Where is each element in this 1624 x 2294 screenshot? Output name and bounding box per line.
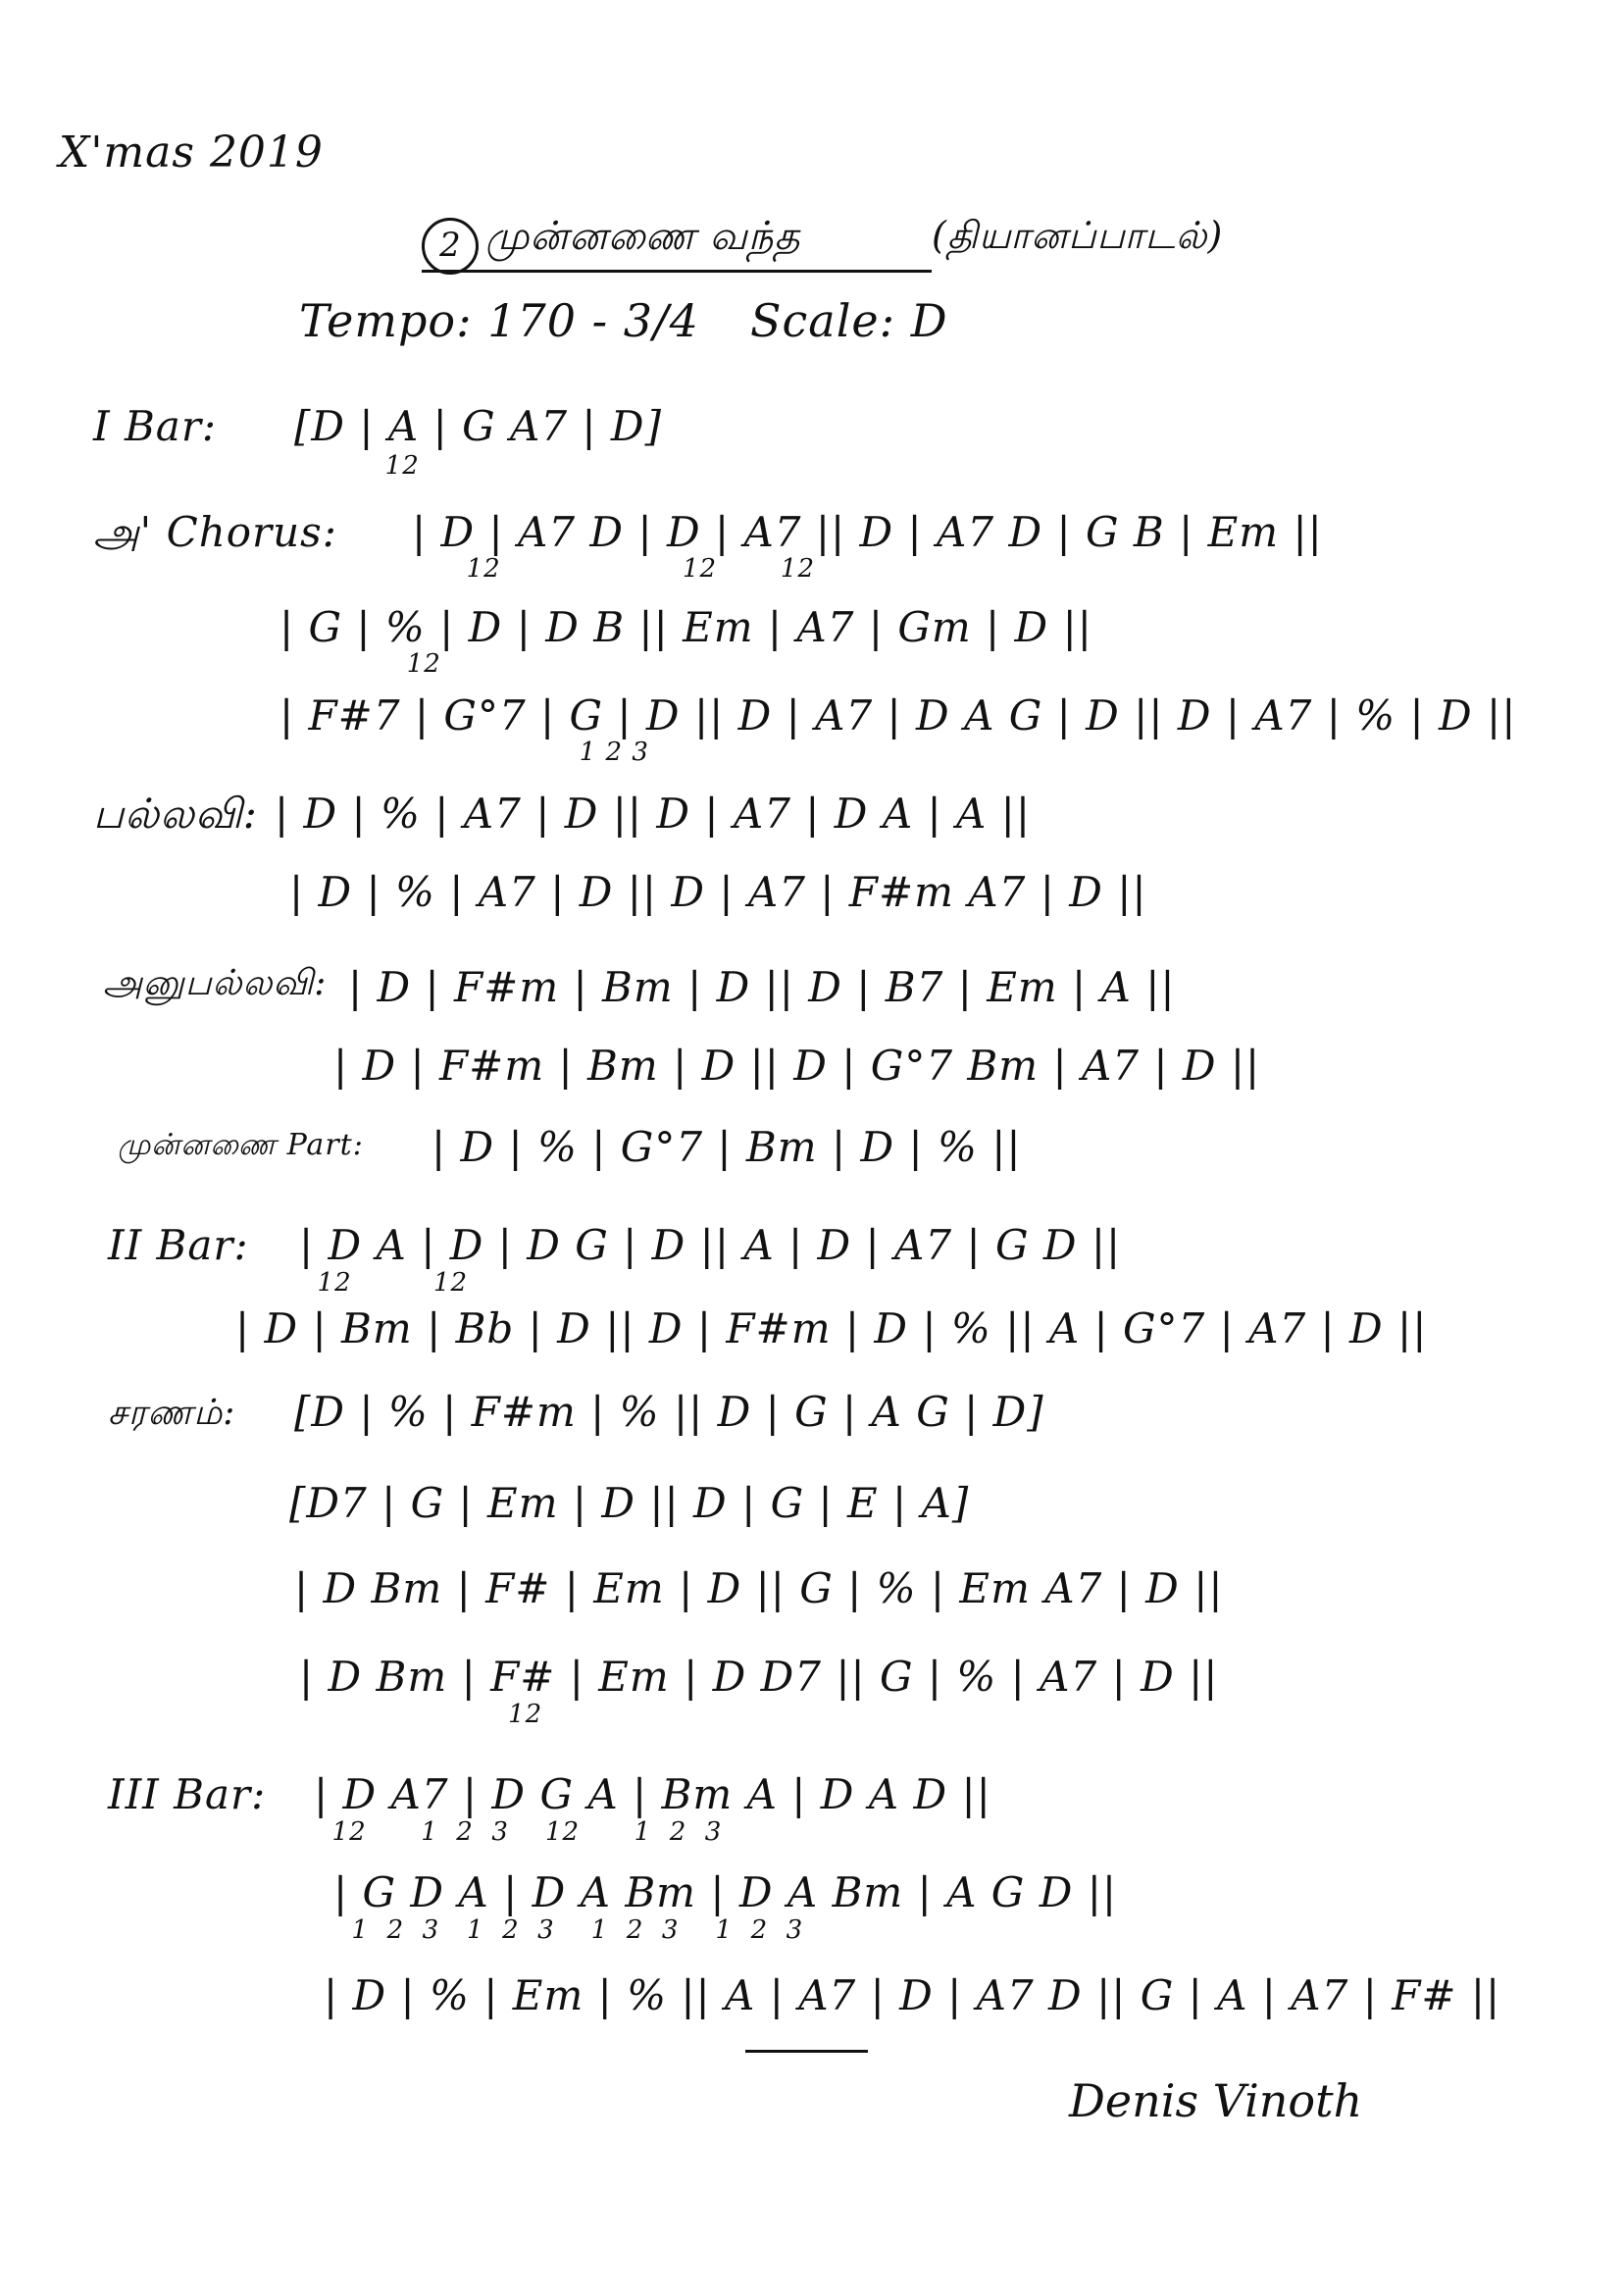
section-label-saranam: சரணம்: — [108, 1393, 236, 1433]
title-underline — [422, 270, 932, 273]
song-title-number: 2 — [422, 218, 479, 275]
closing-rule — [745, 2050, 868, 2053]
chord-line: | D | % | A7 | D || D | A7 | D A | A || — [275, 790, 1031, 838]
beat-count: 1 2 3 — [279, 738, 649, 767]
section-label-munnanai-part: முன்னணை Part: — [118, 1128, 364, 1162]
chord-line: | D Bm | F# | Em | D D7 || G | % | A7 | D || — [299, 1653, 1219, 1701]
beat-count: 12 — [299, 1700, 543, 1729]
author-signature: Denis Vinoth — [1069, 2074, 1363, 2127]
chord-line: [D | A | G A7 | D] — [294, 402, 662, 450]
beat-count: 12 12 12 — [412, 554, 815, 584]
chord-line: [D7 | G | Em | D || D | G | E | A] — [289, 1479, 970, 1527]
chord-line: | D A | D | D G | D || A | D | A7 | G D || — [299, 1221, 1122, 1269]
tempo-label: Tempo: 170 - 3/4 — [299, 294, 699, 347]
chord-line: | D | % | A7 | D || D | A7 | F#m A7 | D || — [289, 868, 1147, 916]
chord-line: | D | F#m | Bm | D || D | B7 | Em | A || — [348, 963, 1176, 1011]
chord-line: | D | F#m | Bm | D || D | G°7 Bm | A7 | D || — [333, 1042, 1261, 1090]
chord-line: [D | % | F#m | % || D | G | A G | D] — [294, 1388, 1044, 1436]
beat-count: 12 12 — [299, 1268, 469, 1298]
chord-line: | D | Bm | Bb | D || D | F#m | D | % || A | G°7 | A7 | D || — [235, 1304, 1428, 1352]
chord-line: | D Bm | F# | Em | D || G | % | Em A7 | D || — [294, 1564, 1224, 1612]
song-title-note: (தியானப்பாடல்) — [932, 214, 1224, 257]
song-title: முன்னணை வந்த — [485, 214, 801, 259]
beat-count: 12 1 2 3 12 1 2 3 — [314, 1817, 723, 1847]
section-label-pallavi: பல்லவி: — [93, 790, 258, 838]
chord-line: | G D A | D A Bm | D A Bm | A G D || — [333, 1868, 1118, 1916]
scale-label: Scale: D — [750, 294, 948, 347]
section-label-bar-2: II Bar: — [108, 1221, 249, 1269]
event-label: X'mas 2019 — [59, 127, 324, 178]
beat-count: 12 — [279, 649, 441, 679]
chord-line: | D | % | G°7 | Bm | D | % || — [431, 1123, 1022, 1171]
chord-line: | D A7 | D G A | Bm A | D A D || — [314, 1770, 991, 1818]
chord-line: | G | % | D | D B || Em | A7 | Gm | D || — [279, 603, 1092, 651]
section-label-bar-1: I Bar: — [93, 402, 218, 450]
beat-count: 12 — [294, 451, 420, 481]
section-label-chorus: அ' Chorus: — [93, 508, 337, 556]
chord-line: | D | A7 D | D | A7 || D | A7 D | G B | Em || — [412, 508, 1323, 556]
chord-line: | D | % | Em | % || A | A7 | D | A7 D || G | A | A7 | F# || — [324, 1971, 1501, 2019]
section-label-anupallavi: அனுபல்லவி: — [103, 963, 328, 1003]
chord-line: | F#7 | G°7 | G | D || D | A7 | D A G | D || D | A7 | % | D || — [279, 691, 1517, 739]
section-label-bar-3: III Bar: — [108, 1770, 267, 1818]
beat-count: 1 2 3 1 2 3 1 2 3 1 2 3 — [333, 1915, 804, 1945]
